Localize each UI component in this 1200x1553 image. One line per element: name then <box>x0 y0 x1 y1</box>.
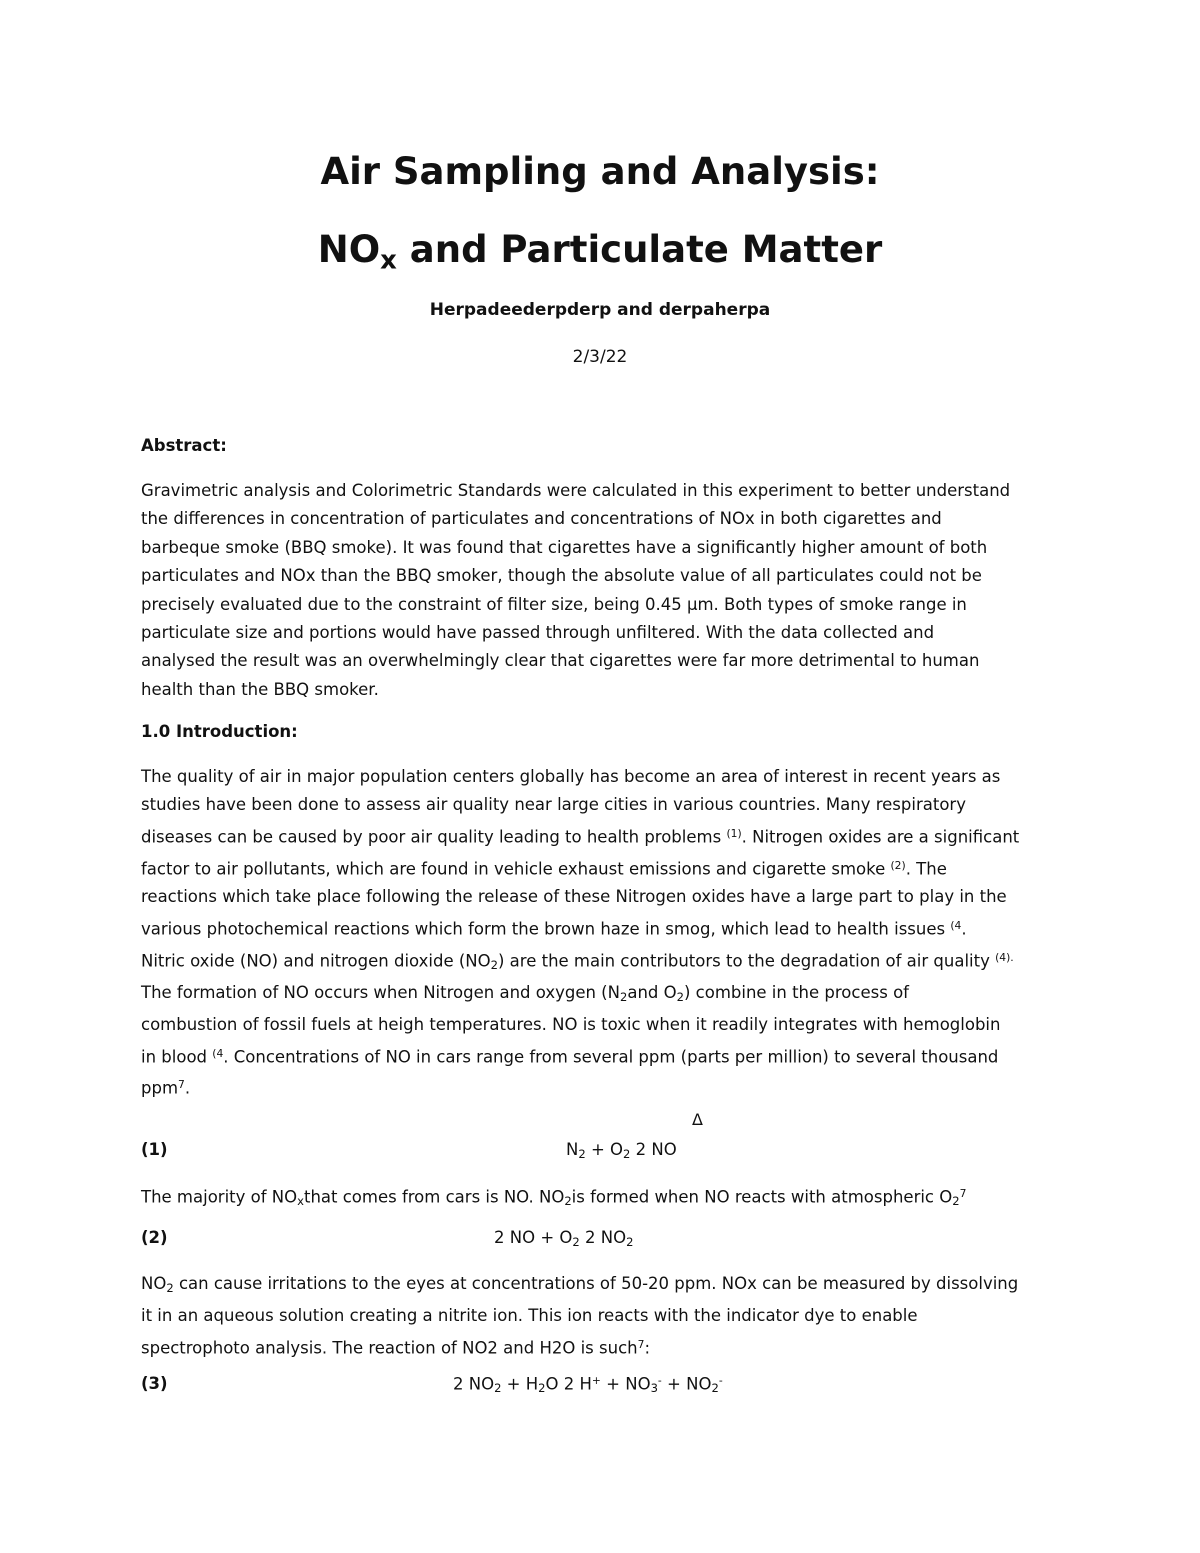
equation-2-label: (2) <box>141 1228 168 1247</box>
authors: Herpadeederpderp and derpaherpa <box>429 300 771 320</box>
paragraph-line: studies have been done to assess air quality near large cities in various countries. Many respiratory <box>141 795 966 815</box>
citation: 7 <box>178 1078 185 1092</box>
paragraph-line: in blood $^{(4}$. Concentrations of NO in cars range from several ppm (parts per million) to several thousand <box>141 1046 999 1067</box>
citation: 7 <box>637 1337 645 1351</box>
date: 2/3/22 <box>572 347 628 367</box>
paragraph-line: combustion of fossil fuels at heigh temperatures. NO is toxic when it readily integrates with hemoglobin <box>141 1015 1001 1035</box>
paragraph-line: reactions which take place following the release of these Nitrogen oxides have a large part to play in the <box>141 887 1007 907</box>
intro-paragraph-4 <box>141 1270 1071 1362</box>
delta-symbol: Δ <box>692 1110 703 1129</box>
abstract-line: the differences in concentration of particulates and concentrations of NOx in both cigarettes and <box>141 509 942 529</box>
paragraph-line: ppm$^7$. <box>141 1078 191 1098</box>
abstract-line: Gravimetric analysis and Colorimetric Standards were calculated in this experiment to better understand <box>141 481 1011 500</box>
equation-1: $N_2 + O_2$ 2 NO <box>566 1140 677 1161</box>
citation: (2) <box>890 858 906 872</box>
equation-2: 2 NO + $O_2$ 2 $NO_2$ <box>494 1228 634 1249</box>
paragraph-line: factor to air pollutants, which are found in vehicle exhaust emissions and cigarette smoke $^{(2)}$. The <box>141 858 947 878</box>
title-line-1: Air Sampling and Analysis: <box>320 150 880 193</box>
citation: (4). <box>995 950 1014 964</box>
citation: 7 <box>959 1187 967 1200</box>
paragraph-line: various photochemical reactions which form the brown haze in smog, which lead to health issues $^{(4}$. <box>141 918 967 939</box>
paragraph-line: diseases can be caused by poor air quality leading to health problems $^{(1)}$. Nitrogen oxides are a significant <box>141 826 1020 847</box>
intro-paragraph-1 <box>141 763 1071 979</box>
abstract-paragraph <box>141 477 1071 704</box>
paragraph-line: Nitric oxide (NO) and nitrogen dioxide $(NO_2)$ are the main contributors to the degradation of air quality $^{(4).}$ <box>141 950 1014 972</box>
equation-3: 2 $NO_2 + H_2O$ 2 $H^+ + NO_3^- + NO_2^-$ <box>453 1374 723 1396</box>
intro-paragraph-3 <box>141 1180 1071 1216</box>
abstract-line: barbeque smoke (BBQ smoke). It was found that cigarettes have a significantly higher amount of both <box>141 537 988 557</box>
paragraph-line: spectrophoto analysis. The reaction of NO2 and H2O is such$^7$: <box>141 1337 650 1358</box>
introduction-heading: 1.0 Introduction: <box>141 722 298 741</box>
citation: (4 <box>950 918 962 932</box>
paragraph-line: The majority of $NO_xthat$ comes from cars is NO. $NO_2is$ formed when NO reacts with atmospheric $O_2^7$ <box>141 1187 967 1209</box>
citation: (1) <box>726 826 742 840</box>
abstract-line: particulates and NOx than the BBQ smoker, though the absolute value of all particulates could not be <box>141 566 982 586</box>
intro-paragraph-2 <box>141 979 1071 1103</box>
paragraph-line: The quality of air in major population centers globally has become an area of interest in recent years as <box>141 767 1001 786</box>
paragraph-line: it in an aqueous solution creating a nitrite ion. This ion reacts with the indicator dye to enable <box>141 1306 918 1326</box>
abstract-heading: Abstract: <box>141 436 227 455</box>
abstract-line: precisely evaluated due to the constraint of filter size, being 0.45 μm. Both types of smoke range in <box>141 594 967 614</box>
paragraph-line: The formation of NO occurs when Nitrogen and oxygen ($N_2and$ $O_2$) combine in the process of <box>141 983 909 1004</box>
abstract-line: particulate size and portions would have passed through unfiltered. With the data collected and <box>141 623 935 643</box>
abstract-line: health than the BBQ smoker. <box>141 679 379 699</box>
paragraph-line: $NO_2$ can cause irritations to the eyes at concentrations of 50-20 ppm. NOx can be measured by dissolving <box>141 1274 1019 1295</box>
equation-3-label: (3) <box>141 1374 168 1393</box>
citation: (4 <box>212 1046 224 1060</box>
equation-1-label: (1) <box>141 1140 168 1159</box>
title-line-2: $NO_x$ and Particulate Matter <box>317 228 883 276</box>
abstract-line: analysed the result was an overwhelmingly clear that cigarettes were far more detrimental to human <box>141 651 980 671</box>
